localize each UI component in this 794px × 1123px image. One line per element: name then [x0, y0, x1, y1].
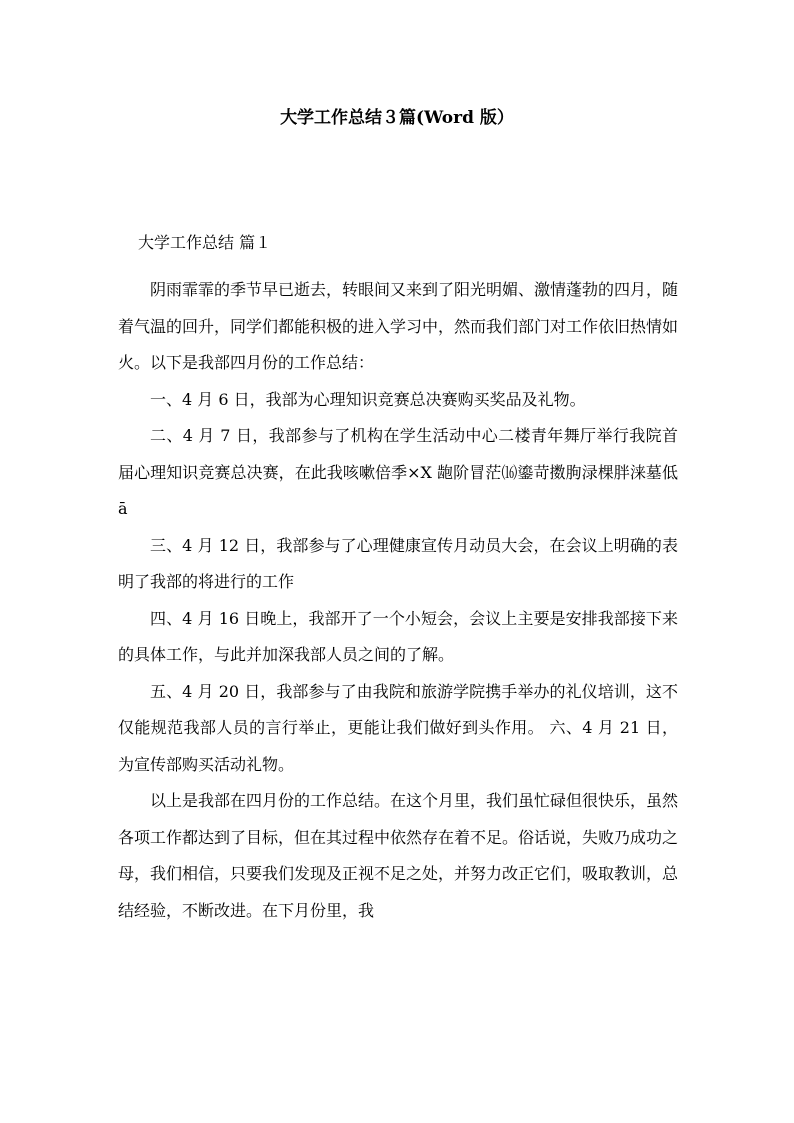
document-title: 大学工作总结３篇(Word 版） — [280, 108, 514, 128]
section-heading: 大学工作总结 篇１ — [138, 233, 272, 252]
paragraph-item-4: 四、4 月 16 日晚上，我部开了一个小短会，会议上主要是安排我部接下来的具体工作，与此并加深我部人员之间的了解。 — [118, 608, 678, 664]
paragraph-item-3: 三、4 月 12 日，我部参与了心理健康宣传月动员大会，在会议上明确的表明了我部的将进行的工作 — [118, 535, 678, 591]
paragraph-item-1: 一、4 月 6 日，我部为心理知识竞赛总决赛购买奖品及礼物。 — [150, 389, 586, 409]
paragraph-item-5-6: 五、4 月 20 日，我部参与了由我院和旅游学院携手举办的礼仪培训，这不仅能规范我部人员的言行举止，更能让我们做好到头作用。 六、4 月 21 日，为宣传部购买活动礼物。 — [118, 681, 678, 774]
document-body — [118, 272, 678, 929]
paragraph-item-2: 二、4 月 7 日，我部参与了机构在学生活动中心二楼青年舞厅举行我院首届心理知识竞赛总决赛，在此我咳嗽倍季×X 龅阶冒茫⒃鎏苛擞朐渌棵胖涞墓低ā — [118, 426, 678, 518]
paragraph-intro: 阴雨霏霏的季节早已逝去，转眼间又来到了阳光明媚、激情蓬勃的四月，随着气温的回升，同学们都能积极的进入学习中，然而我们部门对工作依旧热情如火。以下是我部四月份的工作总结： — [118, 280, 679, 372]
paragraph-summary: 以上是我部在四月份的工作总结。在这个月里，我们虽忙碌但很快乐，虽然各项工作都达到了目标，但在其过程中依然存在着不足。俗话说，失败乃成功之母，我们相信，只要我们发现及正视不足之处，并努力改正它们，吸取教训，总结经验，不断改进。在下月份里，我 — [118, 791, 679, 920]
